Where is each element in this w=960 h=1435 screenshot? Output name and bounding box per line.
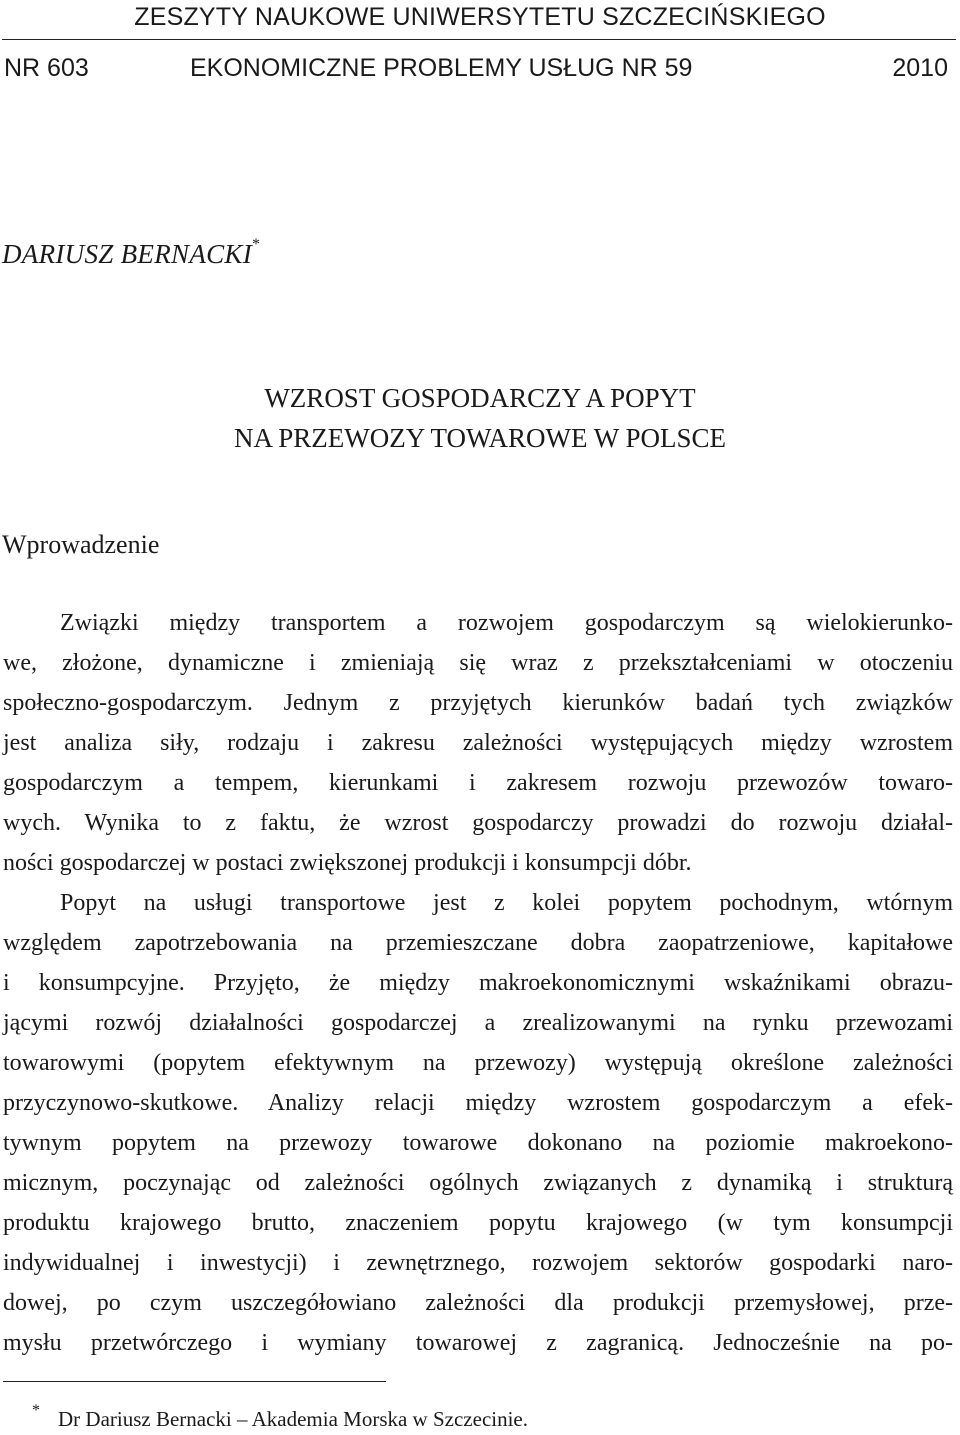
- body-line: produktu krajowego brutto, znaczeniem popytu krajowego (w tym konsumpcji: [3, 1210, 953, 1236]
- body-line: we, złożone, dynamiczne i zmieniają się wraz z przekształceniami w otoczeniu: [3, 650, 953, 676]
- body-text: [3, 603, 953, 1363]
- body-line: Związki między transportem a rozwojem gospodarczym są wielokierunko-: [60, 610, 953, 636]
- footnote-mark: *: [32, 1402, 40, 1419]
- body-line: i konsumpcyjne. Przyjęto, że między makroekonomicznymi wskaźnikami obrazu-: [3, 970, 953, 996]
- body-line: jącymi rozwój działalności gospodarczej a zrealizowanymi na rynku przewozami: [3, 1010, 953, 1036]
- body-line: tywnym popytem na przewozy towarowe dokonano na poziomie makroekono-: [3, 1130, 953, 1156]
- issue-year: 2010: [892, 54, 948, 82]
- body-line: ności gospodarczej w postaci zwiększonej produkcji i konsumpcji dóbr.: [3, 850, 692, 876]
- author-name: [2, 228, 260, 271]
- footnote: [32, 1402, 528, 1433]
- body-line: towarowymi (popytem efektywnym na przewozy) występują określone zależności: [3, 1050, 953, 1076]
- body-line: indywidualnej i inwestycji) i zewnętrznego, rozwojem sektorów gospodarki naro-: [3, 1250, 953, 1276]
- author-footnote-mark: *: [252, 236, 261, 253]
- body-line: względem zapotrzebowania na przemieszczane dobra zaopatrzeniowe, kapitałowe: [3, 930, 953, 956]
- body-line: dowej, po czym uszczegółowiano zależności dla produkcji przemysłowej, prze-: [3, 1290, 953, 1316]
- section-heading: Wprowadzenie: [2, 530, 160, 559]
- journal-title: ZESZYTY NAUKOWE UNIWERSYTETU SZCZECIŃSKIEGO: [134, 3, 826, 31]
- issue-number: NR 603: [4, 54, 89, 82]
- body-line: społeczno-gospodarczym. Jednym z przyjętych kierunków badań tych związków: [3, 690, 953, 716]
- body-line: gospodarczym a tempem, kierunkami i zakresem rozwoju przewozów towaro-: [3, 770, 953, 796]
- footnote-text: Dr Dariusz Bernacki – Akademia Morska w Szczecinie.: [58, 1407, 528, 1431]
- article-title-line-2: NA PRZEWOZY TOWAROWE W POLSCE: [233, 423, 726, 453]
- body-line: micznym, poczynając od zależności ogólnych związanych z dynamiką i strukturą: [3, 1170, 953, 1196]
- journal-header-row: [0, 52, 960, 84]
- series-name: EKONOMICZNE PROBLEMY USŁUG NR 59: [190, 54, 693, 82]
- body-line: mysłu przetwórczego i wymiany towarowej z zagranicą. Jednocześnie na po-: [3, 1330, 953, 1356]
- body-line: wych. Wynika to z faktu, że wzrost gospodarczy prowadzi do rozwoju działal-: [3, 810, 953, 836]
- footnote-divider: [3, 1381, 386, 1382]
- body-line: jest analiza siły, rodzaju i zakresu zależności występujących między wzrostem: [3, 730, 953, 756]
- author-name-text: DARIUSZ BERNACKI: [2, 239, 253, 269]
- header-divider: [2, 39, 956, 40]
- body-line: przyczynowo-skutkowe. Analizy relacji między wzrostem gospodarczym a efek-: [3, 1090, 953, 1116]
- body-line: Popyt na usługi transportowe jest z kolei popytem pochodnym, wtórnym: [60, 890, 953, 916]
- article-title: [0, 378, 960, 458]
- article-title-line-1: WZROST GOSPODARCZY A POPYT: [264, 383, 696, 413]
